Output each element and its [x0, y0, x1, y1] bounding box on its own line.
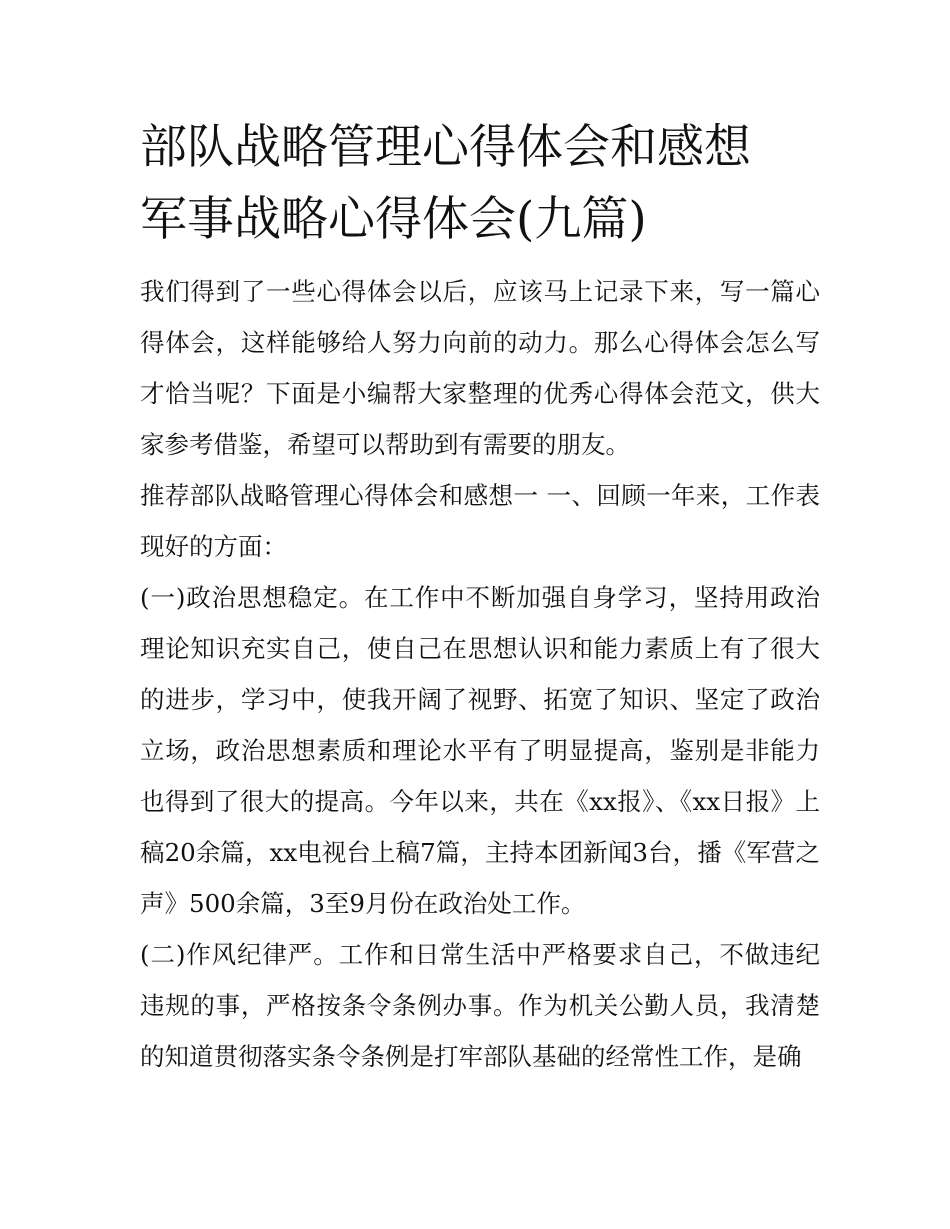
title-line-1: 部队战略管理心得体会和感想 — [140, 120, 751, 175]
political-thought-paragraph: (一)政治思想稳定。在工作中不断加强自身学习，坚持用政治理论知识充实自己，使自己在思想认识和能力素质上有了很大的进步，学习中，使我开阔了视野、拓宽了知识、坚定了政治立场，政治思想素质和理论水平有了明显提高，鉴别是非能力也得到了很大的提高。今年以来，共在《xx报》、《xx日报》上稿20余篇，xx电视台上稿7篇，主持本团新闻3台，播《军营之声》500余篇，3至9月份在政治处工作。 — [140, 583, 820, 918]
intro-paragraph: 我们得到了一些心得体会以后，应该马上记录下来，写一篇心得体会，这样能够给人努力向前的动力。那么心得体会怎么写才恰当呢？下面是小编帮大家整理的优秀心得体会范文，供大家参考借鉴，希望可以帮助到有需要的朋友。 — [140, 277, 820, 459]
title-line-2: 军事战略心得体会(九篇) — [140, 192, 647, 247]
document-title — [140, 112, 820, 256]
discipline-paragraph: (二)作风纪律严。工作和日常生活中严格要求自己，不做违纪违规的事，严格按条令条例办事。作为机关公勤人员，我清楚的知道贯彻落实条令条例是打牢部队基础的经常性工作，是确 — [140, 940, 820, 1071]
document-page — [140, 112, 820, 1082]
document-body — [140, 266, 820, 1082]
section-heading-paragraph: 推荐部队战略管理心得体会和感想一 一、回顾一年来，工作表现好的方面： — [140, 481, 820, 561]
